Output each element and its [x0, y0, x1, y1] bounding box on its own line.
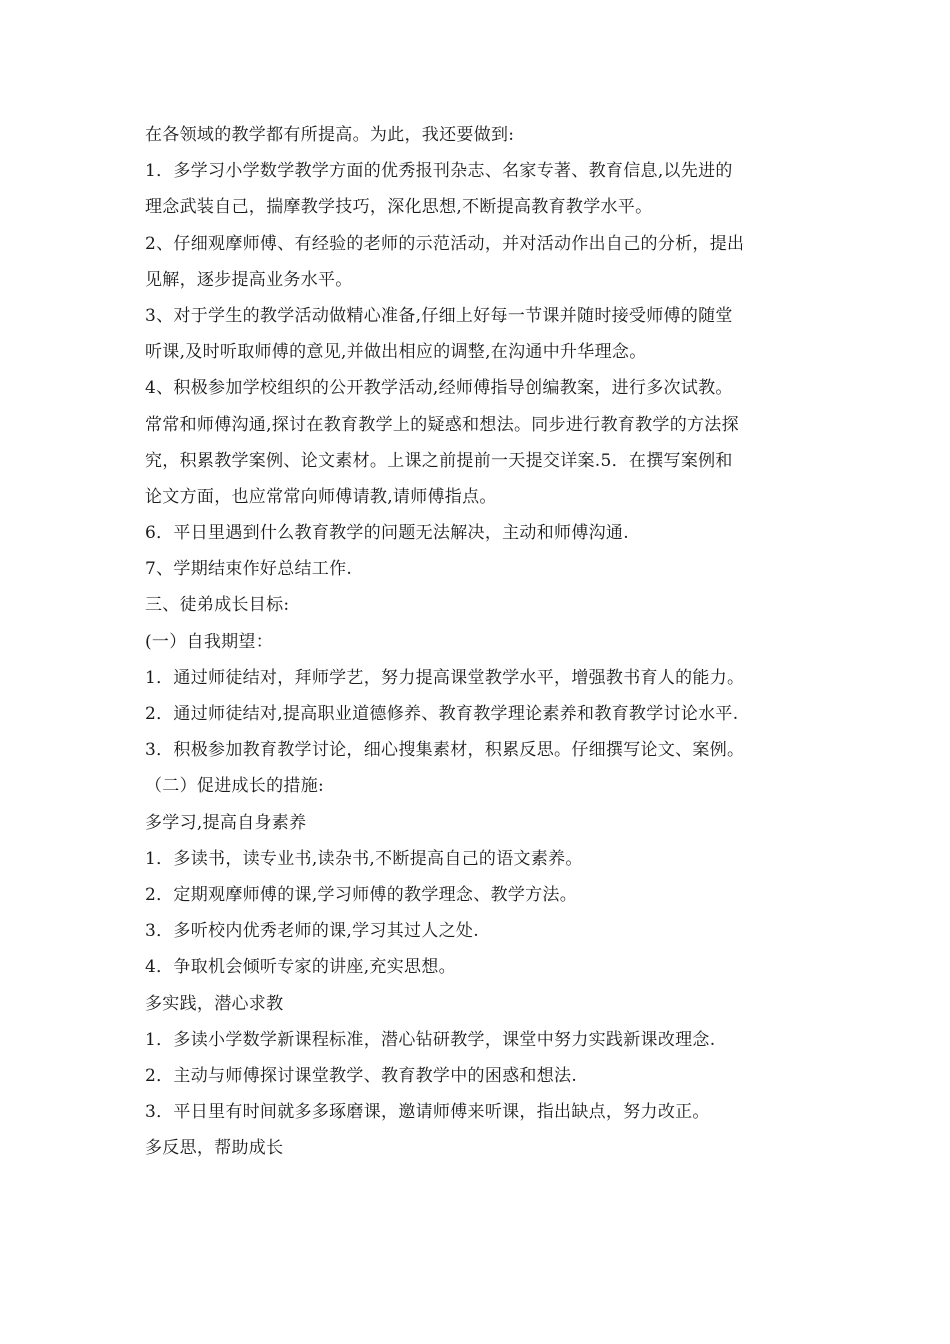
text-line: 2．定期观摩师傅的课,学习师傅的教学理念、教学方法。 [145, 884, 578, 905]
text-line: 1．多读书，读专业书,读杂书,不断提高自己的语文素养。 [145, 848, 583, 869]
text-line: 4、积极参加学校组织的公开教学活动,经师傅指导创编教案，进行多次试教。 [145, 378, 733, 399]
section-heading: 三、徒弟成长目标: [145, 595, 290, 616]
text-line: 3、对于学生的教学活动做精心准备,仔细上好每一节课并随时接受师傅的随堂 [145, 305, 733, 326]
text-line: 2．主动与师傅探讨课堂教学、教育教学中的困惑和想法. [145, 1065, 578, 1086]
text-line: 常常和师傅沟通,探讨在教育教学上的疑惑和想法。同步进行教育教学的方法探 [145, 414, 739, 435]
text-line: 3．多听校内优秀老师的课,学习其过人之处. [145, 921, 479, 942]
text-line: 论文方面，也应常常向师傅请教,请师傅指点。 [145, 486, 497, 507]
text-line: 1．通过师徒结对，拜师学艺，努力提高课堂教学水平，增强教书育人的能力。 [145, 667, 745, 688]
text-line: 理念武装自己，揣摩教学技巧，深化思想,不断提高教育教学水平。 [145, 197, 653, 218]
text-line: 1．多读小学数学新课程标准，潜心钻研教学，课堂中努力实践新课改理念. [145, 1029, 716, 1050]
group-heading: 多学习,提高自身素养 [145, 812, 307, 833]
group-heading: 多反思，帮助成长 [145, 1138, 284, 1159]
text-line: 7、学期结束作好总结工作. [145, 559, 353, 580]
subsection-heading: (一）自我期望： [145, 631, 274, 652]
text-line: 3．平日里有时间就多多琢磨课，邀请师傅来听课，指出缺点，努力改正。 [145, 1102, 710, 1123]
text-line: 2．通过师徒结对,提高职业道德修养、教育教学理论素养和教育教学讨论水平. [145, 704, 739, 724]
text-line: 1．多学习小学数学教学方面的优秀报刊杂志、名家专著、教育信息,以先进的 [145, 161, 733, 182]
document-body [145, 117, 815, 1166]
text-line: 2、仔细观摩师傅、有经验的老师的示范活动，并对活动作出自己的分析，提出 [145, 233, 745, 254]
text-line: 听课,及时听取师傅的意见,并做出相应的调整,在沟通中升华理念。 [145, 342, 647, 363]
group-heading: 多实践，潜心求教 [145, 993, 284, 1014]
text-line: 见解，逐步提高业务水平。 [145, 269, 353, 290]
text-line: 6．平日里遇到什么教育教学的问题无法解决，主动和师傅沟通. [145, 523, 629, 544]
text-line: 3．积极参加教育教学讨论，细心搜集素材，积累反思。仔细撰写论文、案例。 [145, 740, 745, 761]
text-line: 究，积累教学案例、论文素材。上课之前提前一天提交详案.5．在撰写案例和 [145, 450, 733, 471]
text-line: 4．争取机会倾听专家的讲座,充实思想。 [145, 957, 456, 978]
text-line: 在各领域的教学都有所提高。为此，我还要做到: [145, 125, 515, 145]
subsection-heading: （二）促进成长的措施: [145, 776, 325, 797]
